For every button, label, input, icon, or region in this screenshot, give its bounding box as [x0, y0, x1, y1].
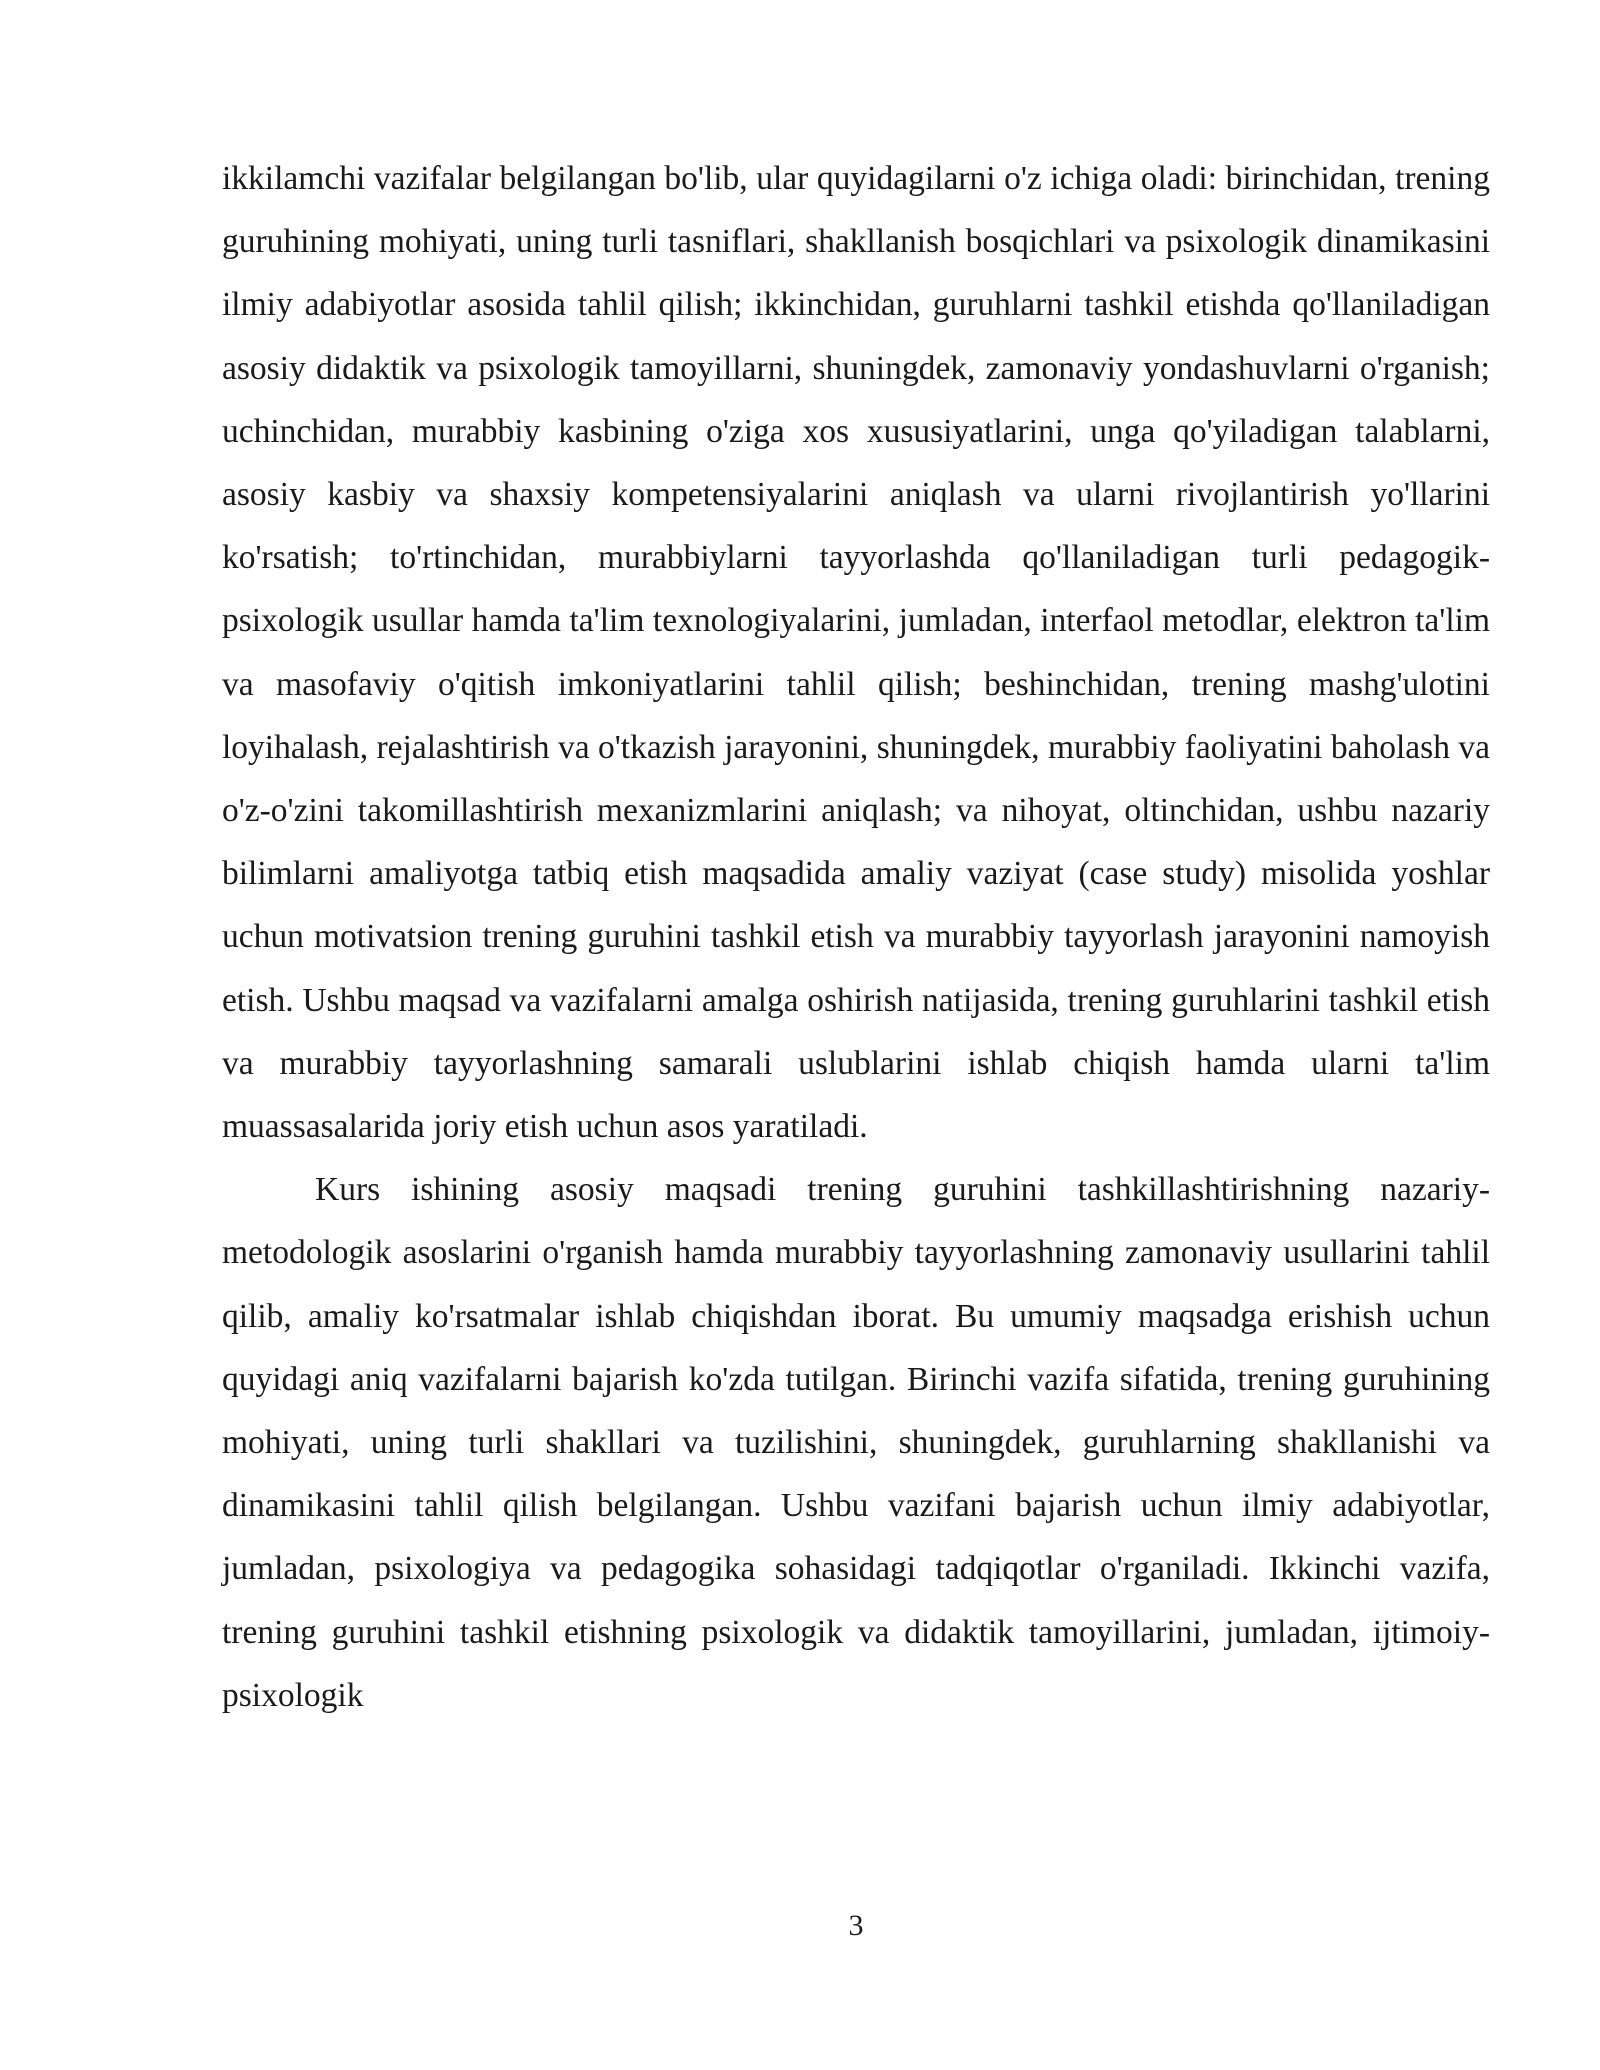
body-text — [222, 147, 1490, 1727]
page-number: 3 — [848, 1909, 864, 1942]
paragraph-tasks-continuation: ikkilamchi vazifalar belgilangan bo'lib, ular quyidagilarni o'z ichiga oladi: birinchidan, trening guruhining mohiyati, uning turli tasniflari, shakllanish bosqichlari va psixologik dinamikasini ilmiy adabiyotlar asosida tahlil qilish; ikkinchidan, guruhlarni tashkil etishda qo'llaniladigan asosiy didaktik va psixologik tamoyillarni, shuningdek, zamonaviy yondashuvlarni o'rganish; uchinchidan, murabbiy kasbining o'ziga xos xususiyatlarini, unga qo'yiladigan talablarni, asosiy kasbiy va shaxsiy kompetensiyalarini aniqlash va ularni rivojlantirish yo'llarini ko'rsatish; to'rtinchidan, murabbiylarni tayyorlashda qo'llaniladigan turli pedagogik-psixologik usullar hamda ta'lim texnologiyalarini, jumladan, interfaol metodlar, elektron ta'lim va masofaviy o'qitish imkoniyatlarini tahlil qilish; beshinchidan, trening mashg'ulotini loyihalash, rejalashtirish va o'tkazish jarayonini, shuningdek, murabbiy faoliyatini baholash va o'z-o'zini takomillashtirish mexanizmlarini aniqlash; va nihoyat, oltinchidan, ushbu nazariy bilimlarni amaliyotga tatbiq etish maqsadida amaliy vaziyat (case study) misolida yoshlar uchun motivatsion trening guruhini tashkil etish va murabbiy tayyorlash jarayonini namoyish etish. Ushbu maqsad va vazifalarni amalga oshirish natijasida, trening guruhlarini tashkil etish va murabbiy tayyorlashning samarali uslublarini ishlab chiqish hamda ularni ta'lim muassasalarida joriy etish uchun asos yaratiladi. — [222, 160, 1490, 1146]
paragraph-course-aim: Kurs ishining asosiy maqsadi trening guruhini tashkillashtirishning nazariy-metodologik asoslarini o'rganish hamda murabbiy tayyorlashning zamonaviy usullarini tahlil qilib, amaliy ko'rsatmalar ishlab chiqishdan iborat. Bu umumiy maqsadga erishish uchun quyidagi aniq vazifalarni bajarish ko'zda tutilgan. Birinchi vazifa sifatida, trening guruhining mohiyati, uning turli shakllari va tuzilishini, shuningdek, guruhlarning shakllanishi va dinamikasini tahlil qilish belgilangan. Ushbu vazifani bajarish uchun ilmiy adabiyotlar, jumladan, psixologiya va pedagogika sohasidagi tadqiqotlar o'rganiladi. Ikkinchi vazifa, trening guruhini tashkil etishning psixologik va didaktik tamoyillarini, jumladan, ijtimoiy-psixologik — [222, 1171, 1490, 1714]
